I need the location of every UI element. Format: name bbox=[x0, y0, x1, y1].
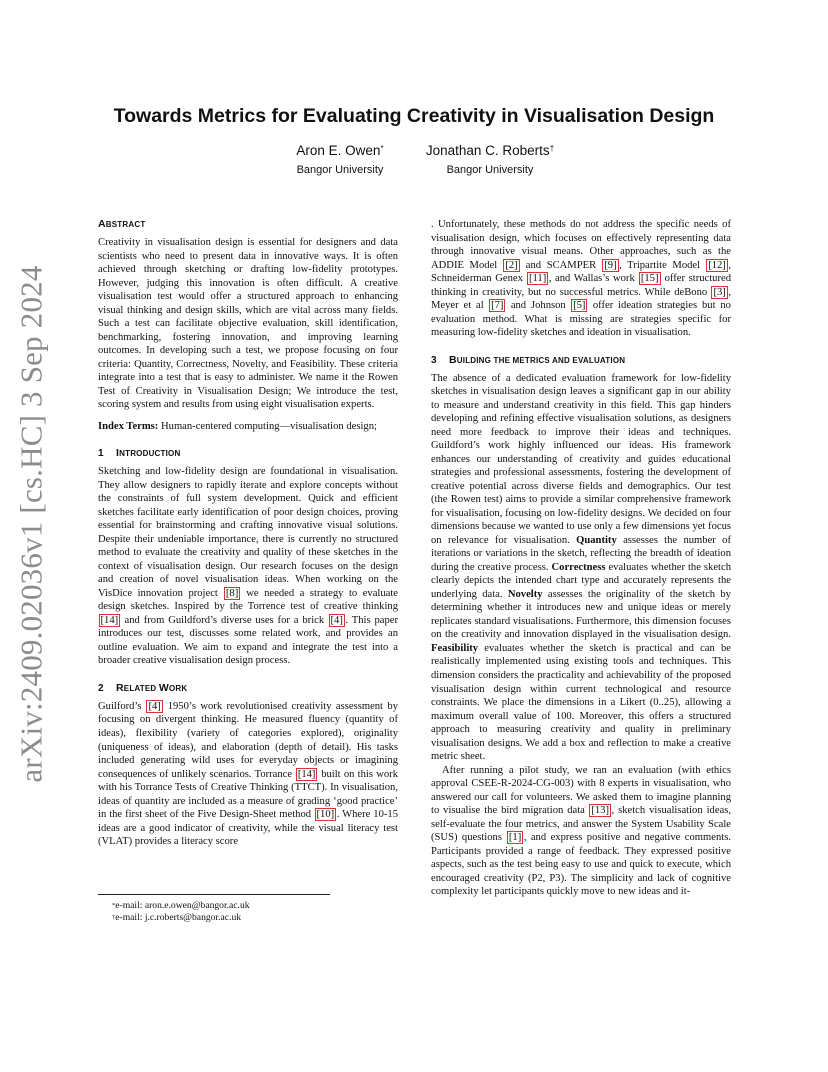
term-correctness: Correctness bbox=[551, 561, 606, 573]
citation-link[interactable]: [11] bbox=[528, 273, 547, 285]
introduction-paragraph: Sketching and low-fidelity design are foundational in visualisation. They allow designers to rapidly iterate and explore concepts without the constraints of full system development. Quick and efficient sketches facilitate early identification of poor design choices, proving essential for brainstorming and crafting innovative visual solutions. Despite their undeniable importance, there is currently no structured method to evaluate the creativity and quality of these sketches in the context of visualisation design. Our research focuses on the design and creation of novel visualisation ideas. When working on the VisDice innovation project [8] we needed a strategy to evaluate design sketches. Inspired by the Torrence test of creative thinking [14] and from Guildford’s diverse uses for a brick [4] . This paper introduces our test, discusses some related work, and provides an outline evaluation. We aim to expand and integrate the test into a broader creative visualisation design process. bbox=[98, 466, 398, 667]
citation-link[interactable]: [12] bbox=[708, 259, 726, 271]
author-block-2 bbox=[400, 143, 580, 177]
citation-link[interactable]: [7] bbox=[491, 300, 504, 312]
citation-link[interactable]: [8] bbox=[225, 587, 239, 599]
index-terms bbox=[98, 420, 398, 434]
arxiv-identifier-stamp: arXiv:2409.02036v1 [cs.HC] 3 Sep 2024 bbox=[14, 265, 50, 783]
paper-title: Towards Metrics for Evaluating Creativity in Visualisation Design bbox=[113, 105, 715, 127]
index-terms-label: Index Terms: bbox=[98, 420, 159, 432]
author-footnote-mark: † bbox=[549, 144, 555, 153]
evaluation-paragraph: After running a pilot study, we ran an evaluation (with ethics approval CSEE-R-2024-CG-003) with 8 experts in visualisation, who answered our call for volunteers. We asked them to imagine planning to visualise the bird migration data [13] , sketch visualisation ideas, self-evaluate the four metrics, and answer the System Usability Scale (SUS) questions [1] , and express positive and negative comments. Participants provided a range of feedback. They expressed positive aspects, such as the test being easy to use and quick to execute, which encouraged creativity (P2, P3). The simplicity and lack of cognitive complexity let participants quickly move to new ideas and it- bbox=[431, 764, 731, 898]
footnote-2: †e-mail: j.c.roberts@bangor.ac.uk bbox=[112, 912, 242, 923]
author-name: Jonathan C. Roberts bbox=[425, 143, 550, 158]
citation-link[interactable]: [4] bbox=[148, 700, 161, 712]
author-name: Aron E. Owen bbox=[296, 143, 381, 158]
related-work-paragraph-start: Guilford’s [4] 1950’s work revolutionised creativity assessment by focusing on divergent thinking. He measured fluency (quantity of ideas), flexibility (variety of categories explored), originality (uniqueness of ideas), and elaboration (depth of detail). His tasks included generating wild uses for everyday objects or imagining consequences of unlikely scenarios. Torrance [14] built on this work with his Torrance Tests of Creative Thinking (TTCT). In visualisation, ideas of quantity are included as a measure of grading ‘good practice’ in the first sheet of the Five Design-Sheet method [10] . Where 10-15 ideas are a good indicator of creativity, while the visual literacy test (VLAT) provides a literacy score bbox=[98, 700, 398, 848]
citation-link[interactable]: [4] bbox=[330, 614, 343, 626]
section-heading-building-metrics: 3 BUILDING THE METRICS AND EVALUATION bbox=[431, 353, 626, 366]
citation-link[interactable]: [3] bbox=[713, 286, 726, 298]
index-terms-text: Human-centered computing—visualisation design; bbox=[158, 420, 377, 432]
citation-link[interactable]: [14] bbox=[297, 768, 316, 780]
citation-link[interactable]: [1] bbox=[508, 832, 522, 844]
footnote-rule bbox=[98, 894, 330, 895]
citation-link[interactable]: [9] bbox=[604, 259, 617, 271]
author-affiliation: Bangor University bbox=[296, 164, 384, 176]
left-column bbox=[98, 218, 398, 849]
author-affiliation: Bangor University bbox=[446, 164, 534, 176]
section-heading-related-work: 2 RELATED WORK bbox=[98, 681, 188, 694]
citation-link[interactable]: [13] bbox=[591, 805, 609, 817]
term-novelty: Novelty bbox=[507, 588, 543, 600]
term-feasibility: Feasibility bbox=[431, 642, 479, 654]
building-metrics-paragraph: The absence of a dedicated evaluation framework for low-fidelity sketches in visualisation design leaves a significant gap in our ability to measure and understand creativity in this field. This gap hinders developing and refining effective visualisation solutions, as designers need more feedback to improve their ideas and techniques. Guildford’s work highly influenced our ideas. His framework enhances our understanding of creativity and guides educational strategies and professional assessments, fostering the development of creative potential across diverse fields and demographics. Our test (the Rowen test) aims to provide a similar comprehensive framework for visualisation, focusing on low-fidelity designs. We decided on four dimensions because we wanted to use only a few dimensions yet focus on relevance for visualisation. Quantity assesses the number of iterations or variations in the sketch, reflecting the breadth of ideation during the creative process. Correctness evaluates whether the sketch clearly depicts the intended chart type and accurately represents the underlying data. Novelty assesses the originality of the sketch by determining whether it introduces new and unique ideas or merely replicates standard visualisations. Furthermore, this dimension focuses on the creativity and innovation displayed in the visualisation design. Feasibility evaluates whether the sketch is practical and can be realistically implemented using existing tools and techniques. This dimension considers the practicality and achievability of the proposed visualisation design within current technological and resource constraints. We place the dimensions in a Likert (0..25), allowing a maximum overall value of 100. Moreover, this offers a structured approach to measuring creativity and quality in preliminary visualisation designs. We add a box and reflection to make a creative metric sheet. bbox=[431, 372, 731, 763]
related-work-paragraph-continued: . Unfortunately, these methods do not address the specific needs of visualisation design, which focuses on effectively representing data through innovative visual means. Other approaches, such as the ADDIE Model [2] and SCAMPER [9] , Tripartite Model [12] , Schneiderman Genex [11] , and Wallas’s work [15] offer structured thinking in creativity, but no successful metrics. While deBono [3] , Meyer et al [7] and Johnson [5] offer ideation strategies but no evaluation method. What is missing are strategies specific for measuring low-fidelity sketches and ideation in visualisation. bbox=[431, 219, 731, 339]
author-footnote-mark: * bbox=[380, 144, 384, 153]
abstract-heading: ABSTRACT bbox=[98, 218, 146, 230]
citation-link[interactable]: [2] bbox=[505, 259, 518, 271]
citation-link[interactable]: [14] bbox=[100, 614, 119, 626]
section-heading-introduction: 1 INTRODUCTION bbox=[98, 447, 181, 460]
citation-link[interactable]: [10] bbox=[316, 809, 335, 821]
abstract-text: Creativity in visualisation design is essential for designers and data scientists who need to present data in innovative ways. It is often achieved through sketching or drafting low-fidelity prototypes. However, judging this innovation is often difficult. A creative visualisation test would offer a structured approach to enhancing visual thinking and design skills, which are vital across many fields. Such a test can facilitate objective evaluation, skill identification, benchmarking, fostering innovation, and improving learning outcomes. In developing such a test, we propose focusing on four criteria: Quantity, Correctness, Novelty, and Feasibility. These criteria integrate into a test that is easy to administer. We name it the Rowen Test of Creativity in Visualisation Design; We introduce the test, scoring system and results from using eight visualisation experts. bbox=[98, 237, 398, 411]
citation-link[interactable]: [15] bbox=[640, 273, 659, 285]
footnote-1: *e-mail: aron.e.owen@bangor.ac.uk bbox=[112, 900, 250, 911]
right-column bbox=[431, 218, 731, 899]
term-quantity: Quantity bbox=[576, 534, 617, 546]
citation-link[interactable]: [5] bbox=[573, 300, 586, 312]
